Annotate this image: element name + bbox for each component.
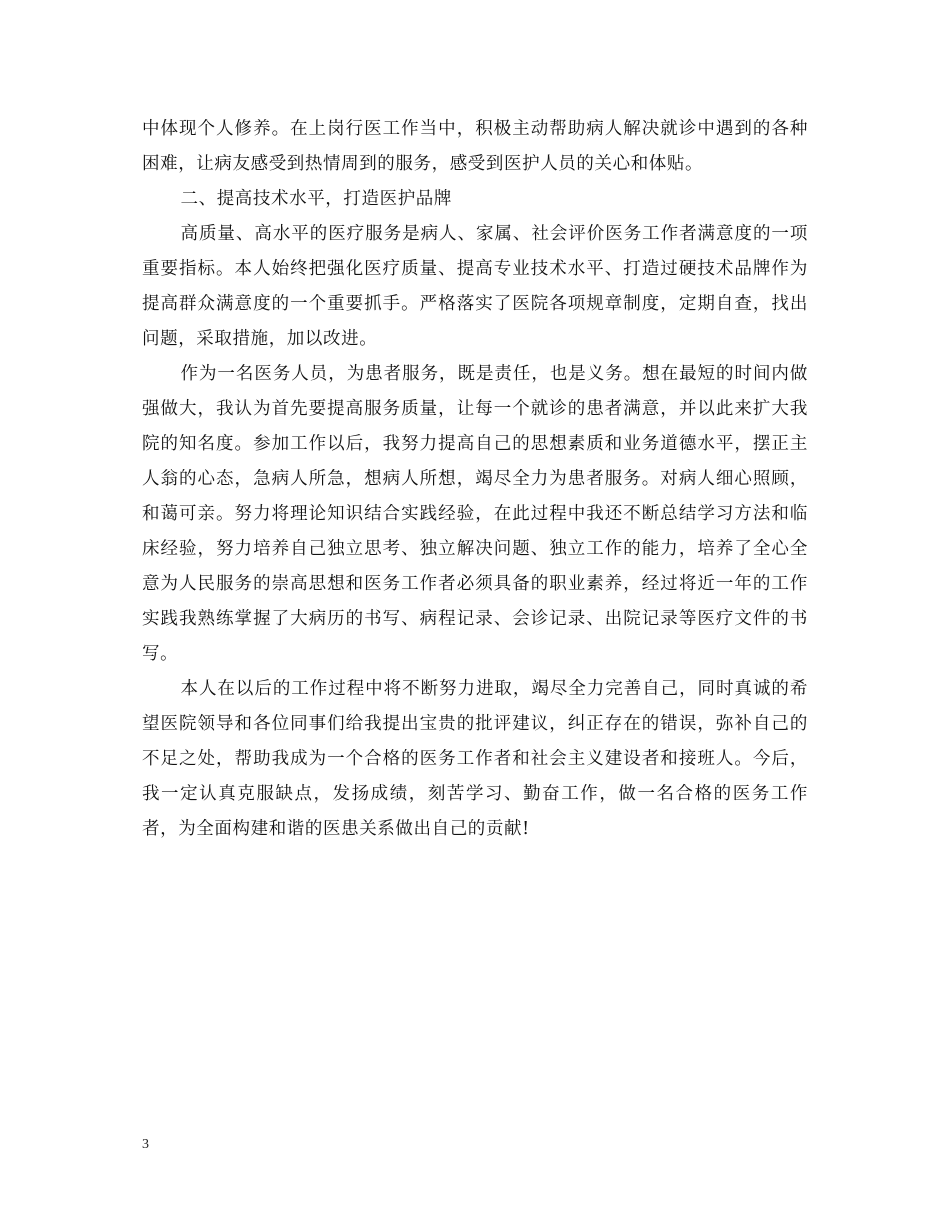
section-heading: 二、提高技术水平，打造医护品牌: [180, 189, 452, 209]
paragraph-quality: 高质量、高水平的医疗服务是病人、家属、社会评价医务工作者满意度的一项重要指标。本人始终把强化医疗质量、提高专业技术水平、打造过硬技术品牌作为提高群众满意度的一个重要抓手。严格落实了医院各项规章制度，定期自查，找出问题，采取措施，加以改进。: [142, 224, 808, 349]
paragraph-continuation: 中体现个人修养。在上岗行医工作当中，积极主动帮助病人解决就诊中遇到的各种困难，让病友感受到热情周到的服务，感受到医护人员的关心和体贴。: [142, 119, 808, 174]
paragraph-conclusion: 本人在以后的工作过程中将不断努力进取，竭尽全力完善自己，同时真诚的希望医院领导和各位同事们给我提出宝贵的批评建议，纠正存在的错误，弥补自己的不足之处，帮助我成为一个合格的医务工作者和社会主义建设者和接班人。今后，我一定认真克服缺点，发扬成绩，刻苦学习、勤奋工作，做一名合格的医务工作者，为全面构建和谐的医患关系做出自己的贡献!: [142, 679, 808, 839]
page-number: 3: [142, 1137, 149, 1152]
paragraph-service: 作为一名医务人员，为患者服务，既是责任，也是义务。想在最短的时间内做强做大，我认为首先要提高服务质量，让每一个就诊的患者满意，并以此来扩大我院的知名度。参加工作以后，我努力提高自己的思想素质和业务道德水平，摆正主人翁的心态，急病人所急，想病人所想，竭尽全力为患者服务。对病人细心照顾，和蔼可亲。努力将理论知识结合实践经验，在此过程中我还不断总结学习方法和临床经验，努力培养自己独立思考、独立解决问题、独立工作的能力，培养了全心全意为人民服务的崇高思想和医务工作者必须具备的职业素养，经过将近一年的工作实践我熟练掌握了大病历的书写、病程记录、会诊记录、出院记录等医疗文件的书写。: [142, 364, 808, 664]
body-text: [142, 112, 808, 847]
